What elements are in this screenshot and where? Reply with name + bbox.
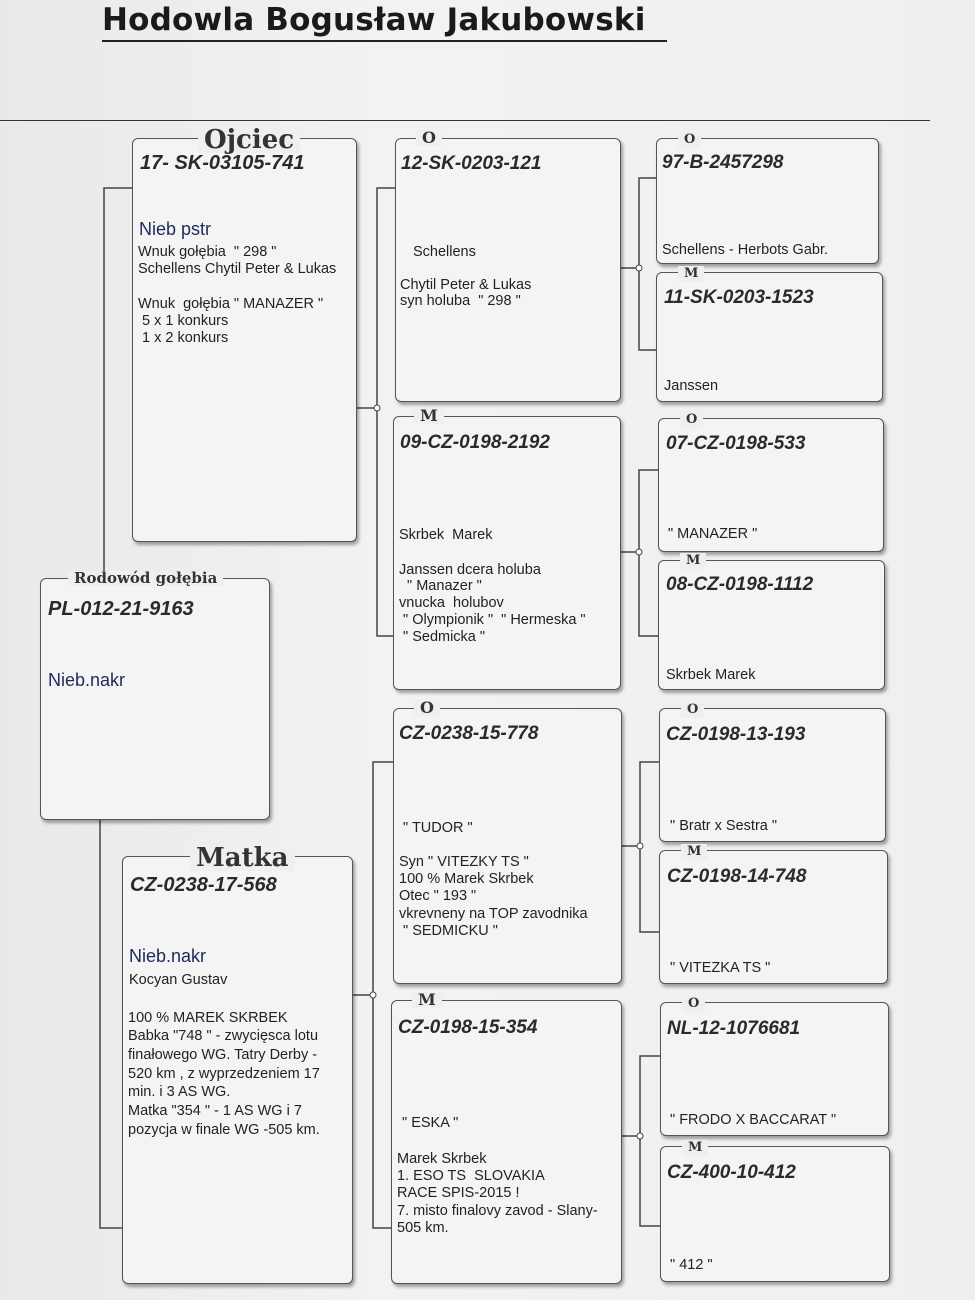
father-ring-number: 17- SK-03105-741: [140, 152, 305, 174]
grandsire-maternal-note-5: vkrevneny na TOP zavodnika: [399, 906, 588, 922]
grandsire-maternal-note-1: " TUDOR ": [399, 820, 473, 836]
granddam-paternal-note-2: Janssen dcera holuba: [399, 562, 541, 578]
ggsire-4-label: O: [682, 996, 705, 1012]
mother-note-1: 100 % MAREK SKRBEK: [128, 1010, 288, 1026]
granddam-maternal-note-4: RACE SPIS-2015 !: [397, 1185, 520, 1201]
father-note-4: 5 x 1 konkurs: [138, 313, 229, 329]
ggsire-2-note: " MANAZER ": [668, 526, 758, 542]
mother-note-4: 520 km , z wyprzedzeniem 17: [128, 1066, 320, 1082]
mother-label: Matka: [190, 845, 295, 871]
granddam-maternal-note-1: " ESKA ": [398, 1115, 459, 1131]
granddam-paternal-note-6: " Sedmicka ": [399, 629, 486, 645]
ggdam-1-label: M: [678, 266, 704, 282]
grandsire-maternal-ring: CZ-0238-15-778: [399, 723, 539, 744]
ggsire-2-label: O: [680, 412, 703, 428]
grandsire-paternal-label: O: [416, 130, 442, 146]
ggdam-1-ring: 11-SK-0203-1523: [664, 287, 814, 308]
granddam-maternal-label: M: [412, 992, 442, 1008]
mother-note-7: pozycja w finale WG -505 km.: [128, 1122, 320, 1138]
grandsire-maternal-note-4: Otec " 193 ": [399, 888, 477, 904]
granddam-maternal-note-2: Marek Skrbek: [397, 1151, 487, 1167]
grandsire-maternal-note-2: Syn " VITEZKY TS ": [399, 854, 529, 870]
ggdam-2-note: Skrbek Marek: [666, 667, 756, 683]
granddam-paternal-note-3: " Manazer ": [399, 578, 482, 594]
ggsire-1-note: Schellens - Herbots Gabr.: [662, 242, 829, 258]
grandsire-paternal-ring: 12-SK-0203-121: [401, 153, 542, 174]
subject-label: Rodowód gołębia: [68, 571, 223, 586]
granddam-paternal-ring: 09-CZ-0198-2192: [400, 432, 550, 453]
ggdam-3-note: " VITEZKA TS ": [666, 960, 771, 976]
father-note-5: 1 x 2 konkurs: [138, 330, 229, 346]
mother-note-6: Matka "354 " - 1 AS WG i 7: [128, 1103, 302, 1119]
mother-note-5: min. i 3 AS WG.: [128, 1084, 231, 1100]
granddam-maternal-note-3: 1. ESO TS SLOVAKIA: [397, 1168, 545, 1184]
grandsire-maternal-note-6: " SEDMICKU ": [399, 923, 498, 939]
granddam-paternal-note-4: vnucka holubov: [399, 595, 504, 611]
ggsire-4-ring: NL-12-1076681: [667, 1018, 801, 1039]
granddam-paternal-note-5: " Olympionik " " Hermeska ": [399, 612, 586, 628]
ggdam-1-note: Janssen: [664, 378, 719, 394]
father-label: Ojciec: [198, 127, 300, 153]
mother-breeder: Kocyan Gustav: [129, 972, 228, 988]
mother-ring-number: CZ-0238-17-568: [130, 874, 277, 896]
mother-note-3: finałowego WG. Tatry Derby -: [128, 1047, 318, 1063]
granddam-paternal-card: [393, 416, 621, 690]
ggsire-2-ring: 07-CZ-0198-533: [666, 433, 806, 454]
father-note-3: Wnuk gołębia " MANAZER ": [138, 296, 324, 312]
father-note-2: Schellens Chytil Peter & Lukas: [138, 261, 337, 277]
grandsire-maternal-card: [393, 708, 622, 984]
ggdam-4-label: M: [682, 1140, 708, 1156]
grandsire-paternal-note-3: syn holuba " 298 ": [400, 293, 521, 309]
ggsire-3-ring: CZ-0198-13-193: [666, 724, 806, 745]
granddam-maternal-card: [391, 1000, 622, 1284]
granddam-maternal-ring: CZ-0198-15-354: [398, 1017, 538, 1038]
grandsire-maternal-label: O: [414, 700, 440, 716]
ggdam-2-label: M: [680, 553, 706, 569]
ggdam-3-label: M: [681, 844, 707, 860]
ggdam-2-ring: 08-CZ-0198-1112: [666, 574, 814, 595]
father-note-1: Wnuk gołębia " 298 ": [138, 244, 277, 260]
granddam-paternal-note-1: Skrbek Marek: [399, 527, 493, 543]
ggsire-4-note: " FRODO X BACCARAT ": [666, 1112, 837, 1128]
ggsire-3-label: O: [681, 702, 704, 718]
ggsire-1-ring: 97-B-2457298: [662, 152, 784, 173]
grandsire-maternal-note-3: 100 % Marek Skrbek: [399, 871, 534, 887]
grandsire-paternal-note-2: Chytil Peter & Lukas: [400, 277, 532, 293]
father-color: Nieb pstr: [139, 219, 212, 239]
ggsire-3-note: " Bratr x Sestra ": [666, 818, 778, 834]
mother-note-2: Babka "748 " - zwycięsca lotu: [128, 1028, 319, 1044]
mother-color: Nieb.nakr: [129, 946, 207, 966]
ggdam-4-note: " 412 ": [666, 1257, 713, 1273]
grandsire-paternal-note-1: Schellens: [413, 244, 476, 260]
page-title: Hodowla Bogusław Jakubowski: [102, 2, 646, 38]
subject-color: Nieb.nakr: [48, 670, 126, 690]
ggdam-4-ring: CZ-400-10-412: [667, 1162, 796, 1183]
grandsire-paternal-card: [395, 138, 621, 402]
subject-ring-number: PL-012-21-9163: [48, 598, 194, 620]
granddam-maternal-note-6: 505 km.: [397, 1220, 449, 1236]
ggdam-3-ring: CZ-0198-14-748: [667, 866, 807, 887]
ggsire-1-label: O: [678, 132, 701, 148]
granddam-paternal-label: M: [414, 408, 444, 424]
granddam-maternal-note-5: 7. misto finalovy zavod - Slany-: [397, 1203, 598, 1219]
